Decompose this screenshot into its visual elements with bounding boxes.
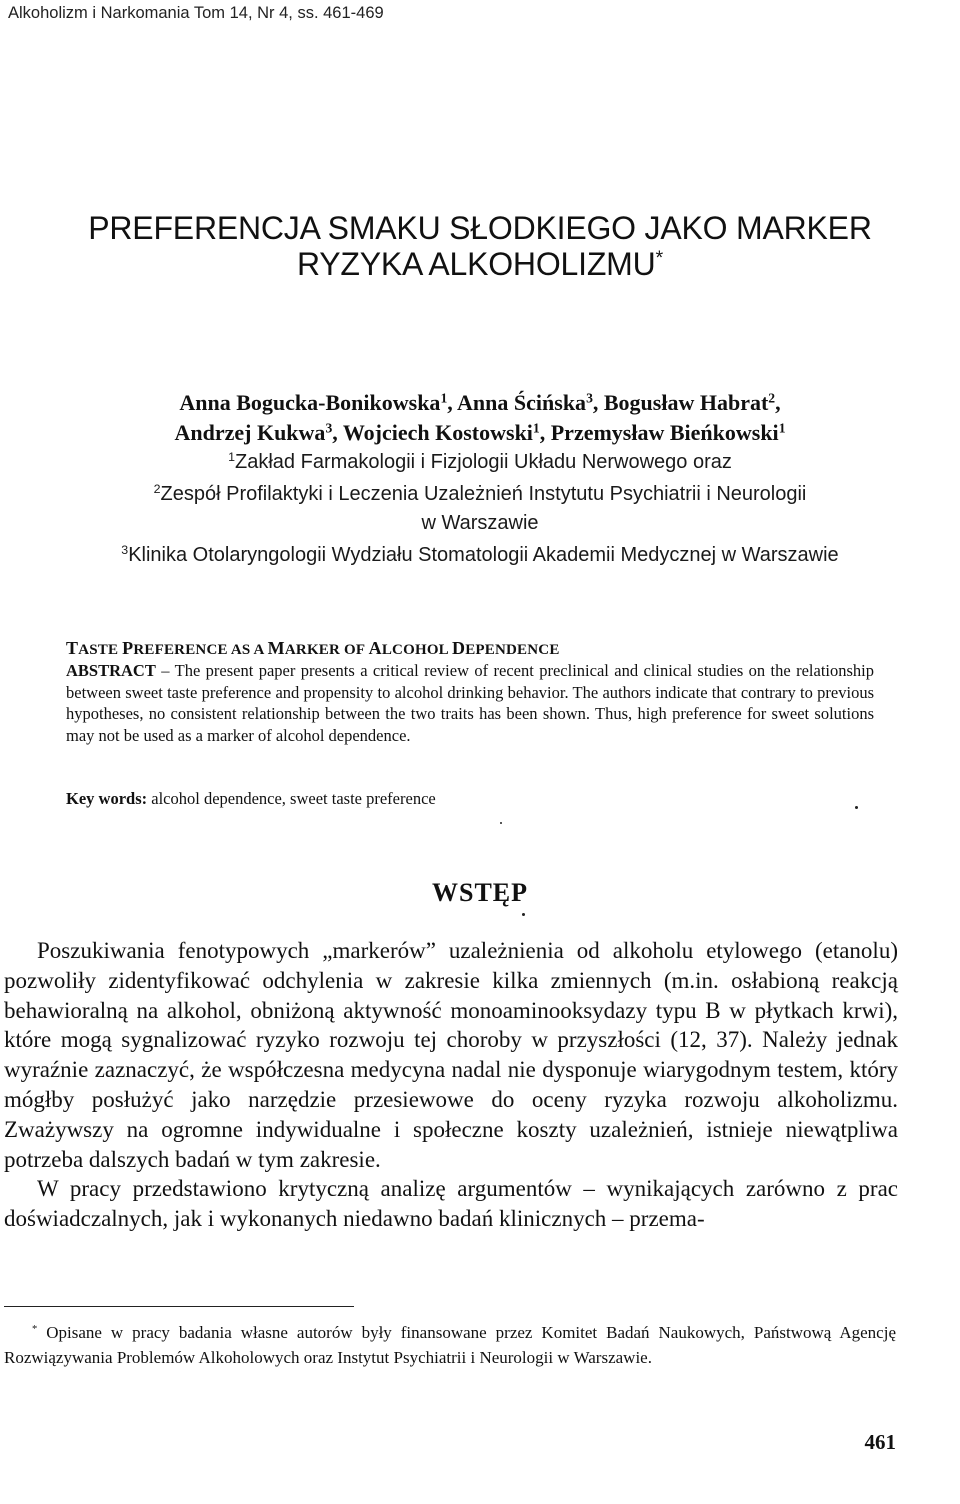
author-affiliation-number: 3	[586, 390, 593, 406]
journal-header: Alkoholizm i Narkomania Tom 14, Nr 4, ss. 461-469	[8, 4, 384, 22]
author-name: Wojciech Kostowski	[342, 420, 533, 445]
author-name: Anna Ścińska	[457, 390, 587, 415]
affiliation-number: 3	[121, 543, 129, 558]
author-name: Anna Bogucka-Bonikowska	[179, 390, 441, 415]
heading-rest: EPENDENCE	[465, 642, 560, 658]
section-heading: WSTĘP	[431, 878, 529, 907]
heading-initial: T	[66, 638, 79, 658]
heading-rest: REFERENCE	[133, 642, 228, 658]
affiliation-text: Zakład Farmakologii i Fizjologii Układu Nerwowego oraz	[235, 451, 732, 473]
affiliation-text: Klinika Otolaryngologii Wydziału Stomatologii Akademii Medycznej w Warszawie	[128, 544, 839, 566]
footnote-rule	[4, 1306, 354, 1307]
author-separator: ,	[539, 420, 551, 445]
author-affiliation-number: 2	[768, 390, 776, 406]
heading-initial: M	[267, 638, 285, 658]
abstract-english-title	[66, 638, 560, 659]
title-footnote-mark: *	[655, 247, 664, 270]
authors-line-2	[0, 420, 960, 446]
abstract-body	[66, 660, 874, 746]
scan-speck	[855, 806, 858, 809]
affiliation-2-continued: w Warszawie	[421, 512, 539, 534]
heading-rest: AS A	[230, 642, 264, 658]
footnote	[4, 1320, 896, 1370]
affiliation-number: 2	[153, 482, 161, 497]
author-affiliation-number: 3	[325, 420, 333, 436]
author-affiliation-number: 1	[532, 420, 540, 436]
scan-speck	[500, 822, 502, 824]
heading-rest: OF	[344, 642, 365, 658]
author-separator: ,	[332, 420, 343, 445]
heading-initial: A	[368, 638, 382, 658]
article-title-line-1: PREFERENCJA SMAKU SŁODKIEGO JAKO MARKER	[88, 210, 872, 246]
authors-line-1	[0, 390, 960, 416]
footnote-text: Opisane w pracy badania własne autorów były finansowane przez Komitet Badań Naukowych, Państwową Agencję Rozwiązywania Problemów Alkoholowych oraz Instytut Psychiatrii i Neurologii w Warszawie.	[4, 1323, 896, 1367]
heading-initial: P	[122, 638, 134, 658]
body-text	[4, 936, 898, 1234]
affiliation-text: Zespół Profilaktyki i Leczenia Uzależnień Instytutu Psychiatrii i Neurologii	[160, 483, 807, 505]
heading-rest: LCOHOL	[381, 642, 449, 658]
article-title-line-2	[0, 246, 960, 283]
author-name: Przemysław Bieńkowski	[550, 420, 779, 445]
body-paragraph-1: Poszukiwania fenotypowych „markerów” uzależnienia od alkoholu etylowego (etanolu) pozwoliły zidentyfikować odchylenia w zakresie kilka zmiennych (m.in. osłabioną reakcją behawioralną na alkohol, obniżoną aktywność monoaminooksydazy typu B w płytkach krwi), które mogą sygnalizować ryzyko rozwoju tej choroby w przyszłości (12, 37). Należy jednak wyraźnie zaznaczyć, że współczesna medycyna nadal nie dysponuje wiarygodnym testem, który mógłby posłużyć jako narzędzie przesiewowe do oceny ryzyka rozwoju alkoholizmu. Zważywszy na ogromne indywidualne i społeczne koszty uzależnień, istnieje niewątpliwa potrzeba dalszych badań w tym zakresie.	[4, 938, 898, 1172]
footnote-text-block	[4, 1320, 896, 1370]
author-separator: ,	[592, 390, 604, 415]
author-separator: ,	[447, 390, 458, 415]
abstract-dash: –	[155, 661, 175, 680]
author-name: Andrzej Kukwa	[174, 420, 326, 445]
author-affiliation-number: 1	[440, 390, 448, 406]
heading-initial: D	[452, 638, 466, 658]
footnote-mark: *	[32, 1324, 38, 1336]
keywords-line	[66, 789, 436, 809]
abstract-label: ABSTRACT	[66, 661, 156, 680]
article-title-text: RYZYKA ALKOHOLIZMU	[296, 246, 656, 282]
page-number: 461	[864, 1430, 896, 1454]
heading-rest: ASTE	[78, 642, 119, 658]
affiliation-number: 1	[228, 450, 236, 465]
affiliation-2	[0, 483, 960, 506]
body-paragraph-2: W pracy przedstawiono krytyczną analizę argumentów – wynikających zarówno z prac doświadczalnych, jak i wykonanych niedawno badań klinicznych – przema-	[4, 1176, 898, 1232]
author-affiliation-number: 1	[778, 420, 786, 436]
author-name: Bogusław Habrat	[603, 390, 769, 415]
affiliation-1	[0, 451, 960, 474]
scan-speck	[522, 913, 525, 916]
abstract-text: The present paper presents a critical review of recent preclinical and clinical studies on the relationship between sweet taste preference and propensity to alcohol drinking behavior. The authors indicate that contrary to previous hypotheses, no consistent relationship between the two traits has been shown. Thus, high preference for sweet solutions may not be used as a marker of alcohol dependence.	[66, 661, 875, 745]
heading-rest: ARKER	[284, 642, 341, 658]
keywords-text: alcohol dependence, sweet taste preference	[147, 789, 436, 808]
author-separator: ,	[775, 390, 781, 415]
keywords-label: Key words:	[66, 789, 148, 808]
affiliation-3	[0, 544, 960, 567]
